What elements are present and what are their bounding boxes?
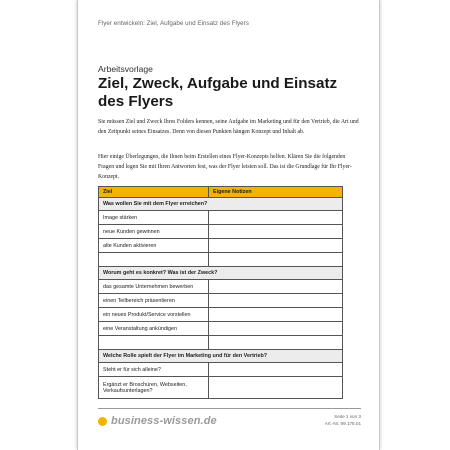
table-row — [99, 363, 343, 377]
table-row — [99, 211, 343, 225]
item-label: das gesamte Unternehmen bewerben — [99, 280, 209, 294]
notes-cell[interactable] — [209, 308, 343, 322]
article-number: Art.-Nr. 99.178.01 — [324, 421, 361, 426]
item-label: Ergänzt er Broschüren, Webseiten, Verkaufsunterlagen? — [99, 377, 209, 399]
table-row — [99, 294, 343, 308]
notes-cell[interactable] — [209, 280, 343, 294]
notes-cell[interactable] — [209, 363, 343, 377]
column-header-notes: Eigene Notizen — [209, 187, 343, 198]
table-row — [99, 239, 343, 253]
item-label — [99, 253, 209, 267]
notes-cell[interactable] — [209, 253, 343, 267]
table-row — [99, 225, 343, 239]
instructions-paragraph: Hier einige Überlegungen, die Ihnen beim Erstellen eines Flyer-Konzepts helfen. Klären Sie die folgenden Fragen und legen Sie mit Ihren Antworten fest, was der Flyer leisten soll. Das ist die Grundlage für Ihr Flyer-Konzept. — [98, 154, 352, 180]
document-subtitle: Arbeitsvorlage — [98, 64, 153, 74]
table-header-row — [99, 187, 343, 198]
table-row — [99, 322, 343, 336]
footer-meta — [278, 413, 361, 427]
section-row — [99, 198, 343, 211]
footer-divider — [98, 408, 361, 409]
item-label — [99, 336, 209, 350]
section-question: Worum geht es konkret? Was ist der Zweck? — [99, 267, 343, 280]
table-row — [99, 336, 343, 350]
document-page — [77, 0, 380, 450]
item-label: eine Veranstaltung ankündigen — [99, 322, 209, 336]
intro-paragraph: Sie müssen Ziel und Zweck Ihres Folders kennen, seine Aufgabe im Marketing und für den Vertrieb, die Art und den Zeitpunkt seines Einsatzes. Denn von diesen Punkten hängen Konzept und Inhalt ab. — [98, 119, 359, 135]
document-title: Ziel, Zweck, Aufgabe und Einsatz des Flyers — [98, 75, 338, 110]
notes-cell[interactable] — [209, 336, 343, 350]
item-label: ein neues Produkt/Service vorstellen — [99, 308, 209, 322]
item-label: alte Kunden aktivieren — [99, 239, 209, 253]
item-label: Steht er für sich alleine? — [99, 363, 209, 377]
notes-cell[interactable] — [209, 225, 343, 239]
worksheet-table — [98, 186, 343, 399]
brand-dot-icon — [98, 417, 107, 426]
section-row — [99, 350, 343, 363]
notes-cell[interactable] — [209, 322, 343, 336]
brand-logo — [98, 414, 217, 428]
section-question: Was wollen Sie mit dem Flyer erreichen? — [99, 198, 343, 211]
item-label: Image stärken — [99, 211, 209, 225]
table-row — [99, 253, 343, 267]
column-header-goal: Ziel — [99, 187, 209, 198]
item-label: neue Kunden gewinnen — [99, 225, 209, 239]
brand-name: business-wissen.de — [111, 415, 217, 427]
item-label: einen Teilbereich präsentieren — [99, 294, 209, 308]
table-row — [99, 377, 343, 399]
page-number: Seite 1 von 3 — [334, 414, 361, 419]
notes-cell[interactable] — [209, 377, 343, 399]
table-row — [99, 308, 343, 322]
section-question: Welche Rolle spielt der Flyer im Marketing und für den Vertrieb? — [99, 350, 343, 363]
notes-cell[interactable] — [209, 294, 343, 308]
table-row — [99, 280, 343, 294]
running-header: Flyer entwickeln: Ziel, Aufgabe und Einsatz des Flyers — [98, 20, 249, 27]
section-row — [99, 267, 343, 280]
notes-cell[interactable] — [209, 211, 343, 225]
notes-cell[interactable] — [209, 239, 343, 253]
